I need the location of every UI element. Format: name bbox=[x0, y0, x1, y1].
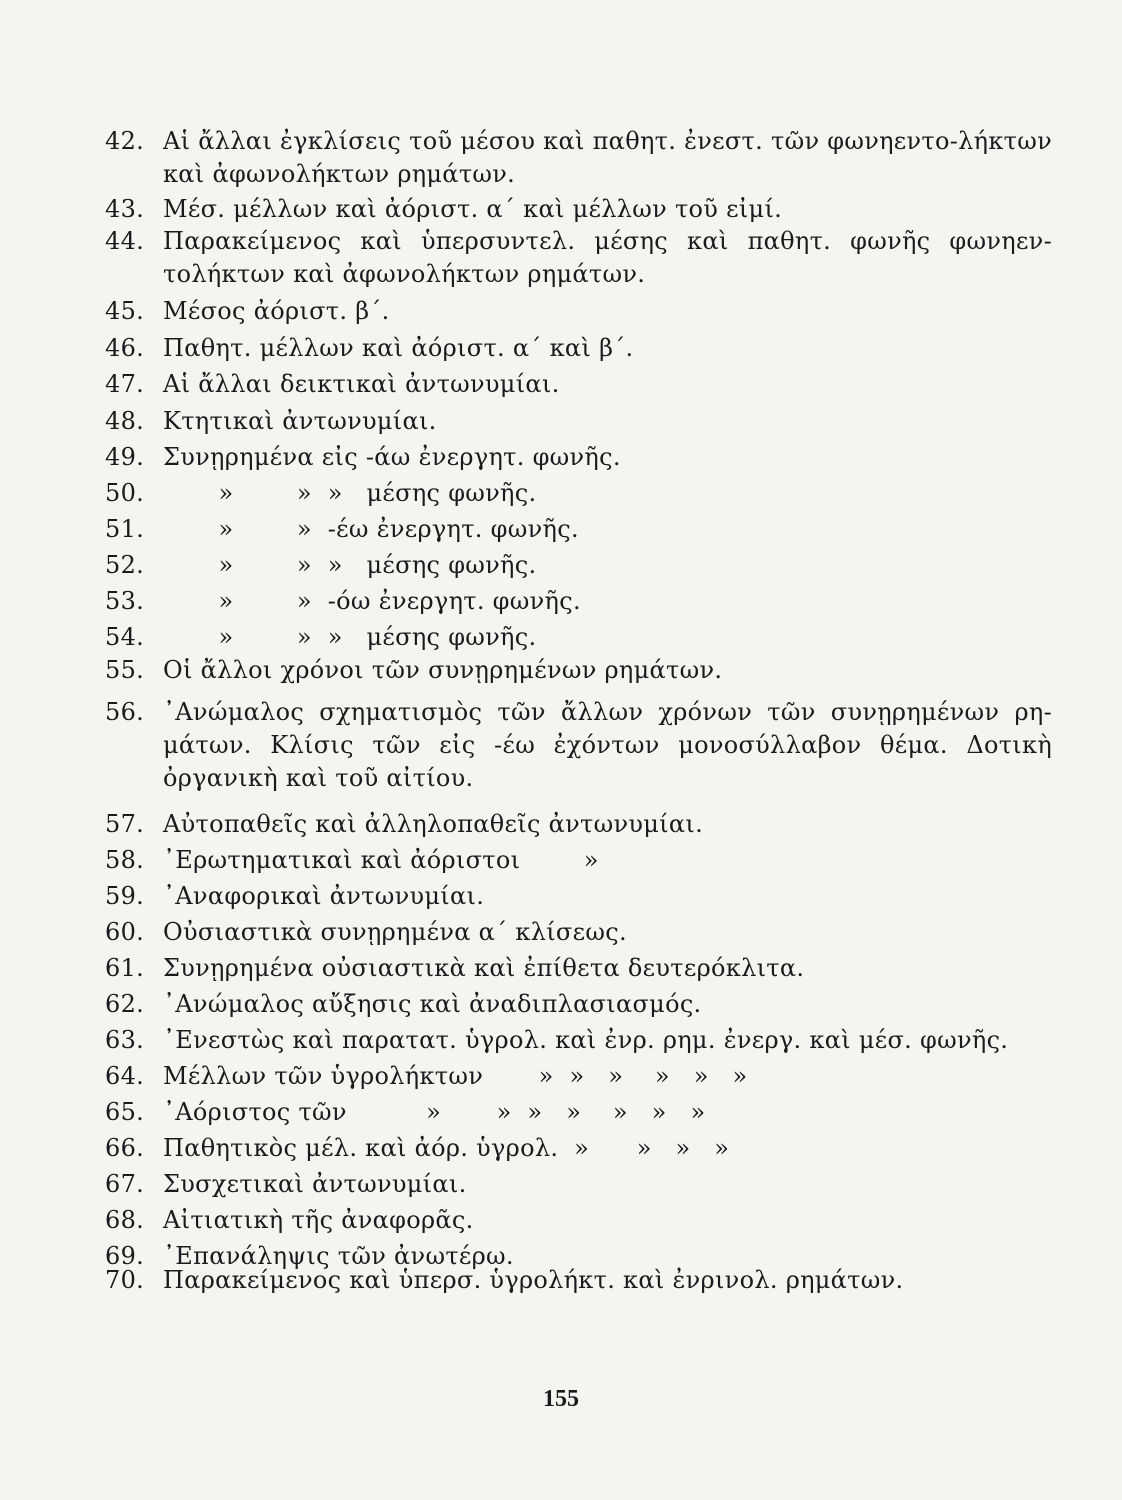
item-text: Παρακείμενος καὶ ὑπερσυντελ. μέσης καὶ παθητ. φωνῆς φωνηεν-τολήκτων καὶ ἀφωνολήκτων ρημάτων. bbox=[163, 227, 1052, 288]
item-text: Μέσος ἀόριστ. β΄. bbox=[163, 297, 390, 325]
page-number: 155 bbox=[543, 1386, 579, 1412]
item-number: 49. bbox=[105, 443, 145, 471]
item-text: » » -όω ἐνεργητ. φωνῆς. bbox=[163, 587, 581, 615]
item-number: 57. bbox=[105, 810, 145, 838]
list-item bbox=[105, 585, 1052, 618]
list-item bbox=[105, 368, 1052, 401]
item-text: » » » μέσης φωνῆς. bbox=[163, 623, 537, 651]
list-item bbox=[105, 1096, 1052, 1129]
list-item bbox=[105, 1132, 1052, 1165]
list-item bbox=[105, 1060, 1052, 1093]
item-text: Συνῃρημένα εἰς -άω ἐνεργητ. φωνῆς. bbox=[163, 443, 621, 471]
item-number: 42. bbox=[105, 127, 145, 155]
item-number: 64. bbox=[105, 1062, 145, 1090]
item-text: » » » μέσης φωνῆς. bbox=[163, 551, 537, 579]
item-number: 52. bbox=[105, 551, 145, 579]
item-text: Αὐτοπαθεῖς καὶ ἀλληλοπαθεῖς ἀντωνυμίαι. bbox=[163, 810, 704, 838]
list-item bbox=[105, 332, 1052, 365]
item-number: 55. bbox=[105, 656, 145, 684]
item-number: 67. bbox=[105, 1170, 145, 1198]
item-number: 66. bbox=[105, 1134, 145, 1162]
list-item bbox=[105, 880, 1052, 913]
item-number: 59. bbox=[105, 882, 145, 910]
list-item bbox=[105, 1264, 1052, 1297]
list-item bbox=[105, 441, 1052, 474]
list-item bbox=[105, 808, 1052, 841]
item-number: 51. bbox=[105, 515, 145, 543]
item-number: 48. bbox=[105, 407, 145, 435]
item-text: ᾿Ενεστὼς καὶ παρατατ. ὑγρολ. καὶ ἐνρ. ρημ. ἐνεργ. καὶ μέσ. φωνῆς. bbox=[163, 1026, 1009, 1054]
item-text: Αἱ ἄλλαι ἐγκλίσεις τοῦ μέσου καὶ παθητ. ἐνεστ. τῶν φωνηεντο-λήκτων καὶ ἀφωνολήκτων ρημάτων. bbox=[163, 127, 1052, 188]
item-text: » » » μέσης φωνῆς. bbox=[163, 479, 537, 507]
item-number: 63. bbox=[105, 1026, 145, 1054]
list-item bbox=[105, 549, 1052, 582]
item-number: 60. bbox=[105, 918, 145, 946]
item-number: 62. bbox=[105, 990, 145, 1018]
item-number: 53. bbox=[105, 587, 145, 615]
list-item bbox=[105, 1168, 1052, 1201]
item-number: 68. bbox=[105, 1206, 145, 1234]
list-item bbox=[105, 405, 1052, 438]
list-item bbox=[105, 1204, 1052, 1237]
list-item bbox=[105, 621, 1052, 654]
item-text: Συνῃρημένα οὐσιαστικὰ καὶ ἐπίθετα δευτερόκλιτα. bbox=[163, 954, 805, 982]
item-text: ᾿Αόριστος τῶν » » » » » » » bbox=[163, 1098, 706, 1126]
item-text: Μέλλων τῶν ὑγρολήκτων » » » » » » bbox=[163, 1062, 748, 1090]
item-text: ᾿Αναφορικαὶ ἀντωνυμίαι. bbox=[163, 882, 485, 910]
item-text: Παθητ. μέλλων καὶ ἀόριστ. α΄ καὶ β΄. bbox=[163, 334, 634, 362]
list-item bbox=[105, 654, 1052, 687]
item-number: 44. bbox=[105, 227, 145, 255]
item-number: 45. bbox=[105, 297, 145, 325]
list-item bbox=[105, 844, 1052, 877]
item-text: Παθητικὸς μέλ. καὶ ἀόρ. ὑγρολ. » » » » bbox=[163, 1134, 730, 1162]
item-number: 70. bbox=[105, 1266, 145, 1294]
list-item bbox=[105, 125, 1052, 191]
item-number: 58. bbox=[105, 846, 145, 874]
list-item bbox=[105, 193, 1052, 226]
item-number: 61. bbox=[105, 954, 145, 982]
list-item bbox=[105, 1024, 1052, 1057]
list-item bbox=[105, 225, 1052, 291]
item-number: 69. bbox=[105, 1242, 145, 1270]
list-item bbox=[105, 952, 1052, 985]
item-text: Οὐσιαστικὰ συνῃρημένα α΄ κλίσεως. bbox=[163, 918, 627, 946]
item-text: Αἱ ἄλλαι δεικτικαὶ ἀντωνυμίαι. bbox=[163, 370, 560, 398]
item-number: 46. bbox=[105, 334, 145, 362]
list-item bbox=[105, 916, 1052, 949]
item-text: Παρακείμενος καὶ ὑπερσ. ὑγρολήκτ. καὶ ἐνρινολ. ρημάτων. bbox=[163, 1266, 904, 1294]
list-item bbox=[105, 696, 1052, 795]
list-item bbox=[105, 513, 1052, 546]
item-number: 47. bbox=[105, 370, 145, 398]
list-item bbox=[105, 477, 1052, 510]
item-text: Κτητικαὶ ἀντωνυμίαι. bbox=[163, 407, 437, 435]
item-text: Μέσ. μέλλων καὶ ἀόριστ. α΄ καὶ μέλλων τοῦ εἰμί. bbox=[163, 195, 783, 223]
item-number: 43. bbox=[105, 195, 145, 223]
item-text: Οἱ ἄλλοι χρόνοι τῶν συνῃρημένων ρημάτων. bbox=[163, 656, 723, 684]
list-item bbox=[105, 988, 1052, 1021]
item-text: Αἰτιατικὴ τῆς ἀναφορᾶς. bbox=[163, 1206, 474, 1234]
list-item bbox=[105, 295, 1052, 328]
item-number: 50. bbox=[105, 479, 145, 507]
item-text: ᾿Ερωτηματικαὶ καὶ ἀόριστοι » bbox=[163, 846, 599, 874]
item-number: 56. bbox=[105, 698, 145, 726]
item-text: ᾿Ανώμαλος σχηματισμὸς τῶν ἄλλων χρόνων τῶν συνῃρημένων ρη-μάτων. Κλίσις τῶν εἰς -έω ἐχόντων μονοσύλλαβον θέμα. Δοτικὴ ὀργανικὴ καὶ τοῦ αἰτίου. bbox=[163, 698, 1052, 792]
item-number: 54. bbox=[105, 623, 145, 651]
item-number: 65. bbox=[105, 1098, 145, 1126]
item-text: » » -έω ἐνεργητ. φωνῆς. bbox=[163, 515, 579, 543]
item-text: ᾿Ανώμαλος αὔξησις καὶ ἀναδιπλασιασμός. bbox=[163, 990, 702, 1018]
item-text: Συσχετικαὶ ἀντωνυμίαι. bbox=[163, 1170, 467, 1198]
item-text: ᾿Επανάληψις τῶν ἀνωτέρω. bbox=[163, 1242, 514, 1270]
